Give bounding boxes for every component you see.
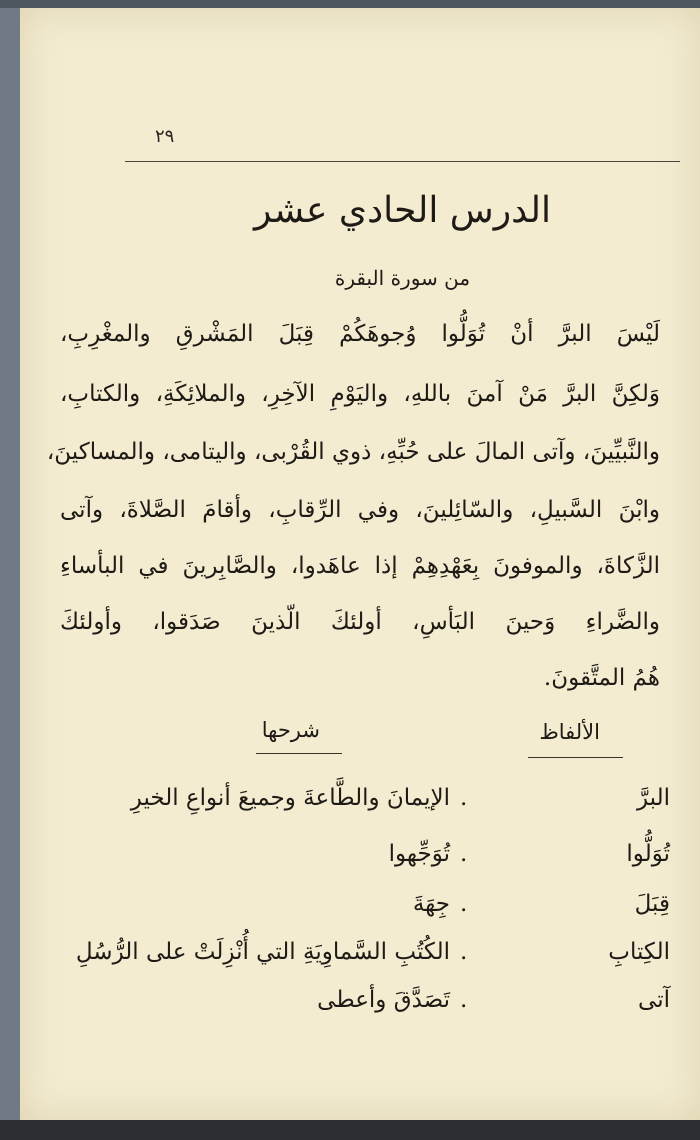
passage-line: وَلكِنَّ البرَّ مَنْ آمنَ باللهِ، واليَوْمِ الآخِرِ، والملائِكَةِ، والكتابِ،	[60, 381, 660, 407]
glossary-meaning: الكُتُبِ السَّماوِيَةِ التي أُنْزِلَتْ على الرُّسُلِ	[75, 939, 450, 965]
words-column-header: الألفاظ	[539, 720, 600, 744]
glossary-meaning: جِهَةَ	[412, 891, 450, 917]
passage-line: الزَّكاةَ، والموفونَ بِعَهْدِهِمْ إذا عاهَدوا، والصَّابِرينَ في البأساءِ	[60, 553, 660, 579]
header-rule	[125, 161, 680, 162]
glossary-word: تُوَلُّوا	[626, 841, 670, 867]
glossary-separator: .	[460, 841, 468, 867]
glossary-row	[20, 980, 700, 1020]
glossary-word: آتى	[638, 987, 670, 1013]
passage-line: لَيْسَ البرَّ أنْ تُوَلُّوا وُجوهَكُمْ قِبَلَ المَشْرقِ والمغْرِبِ،	[60, 321, 660, 347]
passage-line: والنَّبيِّينَ، وآتى المالَ على حُبِّهِ، ذوي القُرْبى، واليتامى، والمساكينَ،	[46, 439, 660, 465]
explanation-header-rule	[256, 753, 342, 754]
glossary-meaning: تُوَجِّهوا	[388, 841, 450, 867]
glossary-row	[20, 834, 700, 874]
glossary-meaning: الإيمانَ والطَّاعةَ وجميعَ أنواعِ الخيرِ	[130, 785, 450, 811]
words-header-rule	[528, 757, 623, 758]
passage-line: هُمُ المتَّقونَ.	[543, 665, 660, 691]
lesson-title: الدرس الحادي عشر	[254, 190, 551, 231]
glossary-separator: .	[460, 939, 468, 965]
glossary-separator: .	[460, 987, 468, 1013]
glossary-separator: .	[460, 891, 468, 917]
glossary-row	[20, 884, 700, 924]
glossary-meaning: تَصَدَّقَ وأعطى	[317, 987, 450, 1013]
glossary-word: الكِتابِ	[608, 939, 670, 965]
glossary-row	[20, 778, 700, 818]
book-page	[20, 8, 700, 1120]
scan-top-edge	[0, 0, 700, 8]
page-number: ٢٩	[155, 126, 175, 147]
glossary-separator: .	[460, 785, 468, 811]
lesson-subtitle: من سورة البقرة	[334, 266, 471, 290]
glossary-word: قِبَلَ	[634, 891, 670, 917]
scan-bottom-edge	[0, 1120, 700, 1140]
glossary-word: البرَّ	[636, 785, 670, 811]
passage-line: وابْنَ السَّبيلِ، والسّائِلينَ، وفي الرِّقابِ، وأقامَ الصَّلاةَ، وآتى	[60, 497, 660, 523]
glossary-row	[20, 932, 700, 972]
explanation-column-header: شرحها	[261, 718, 320, 742]
passage-line: والضَّراءِ وَحينَ البَأسِ، أولئكَ الّذينَ صَدَقوا، وأولئكَ	[60, 609, 660, 635]
